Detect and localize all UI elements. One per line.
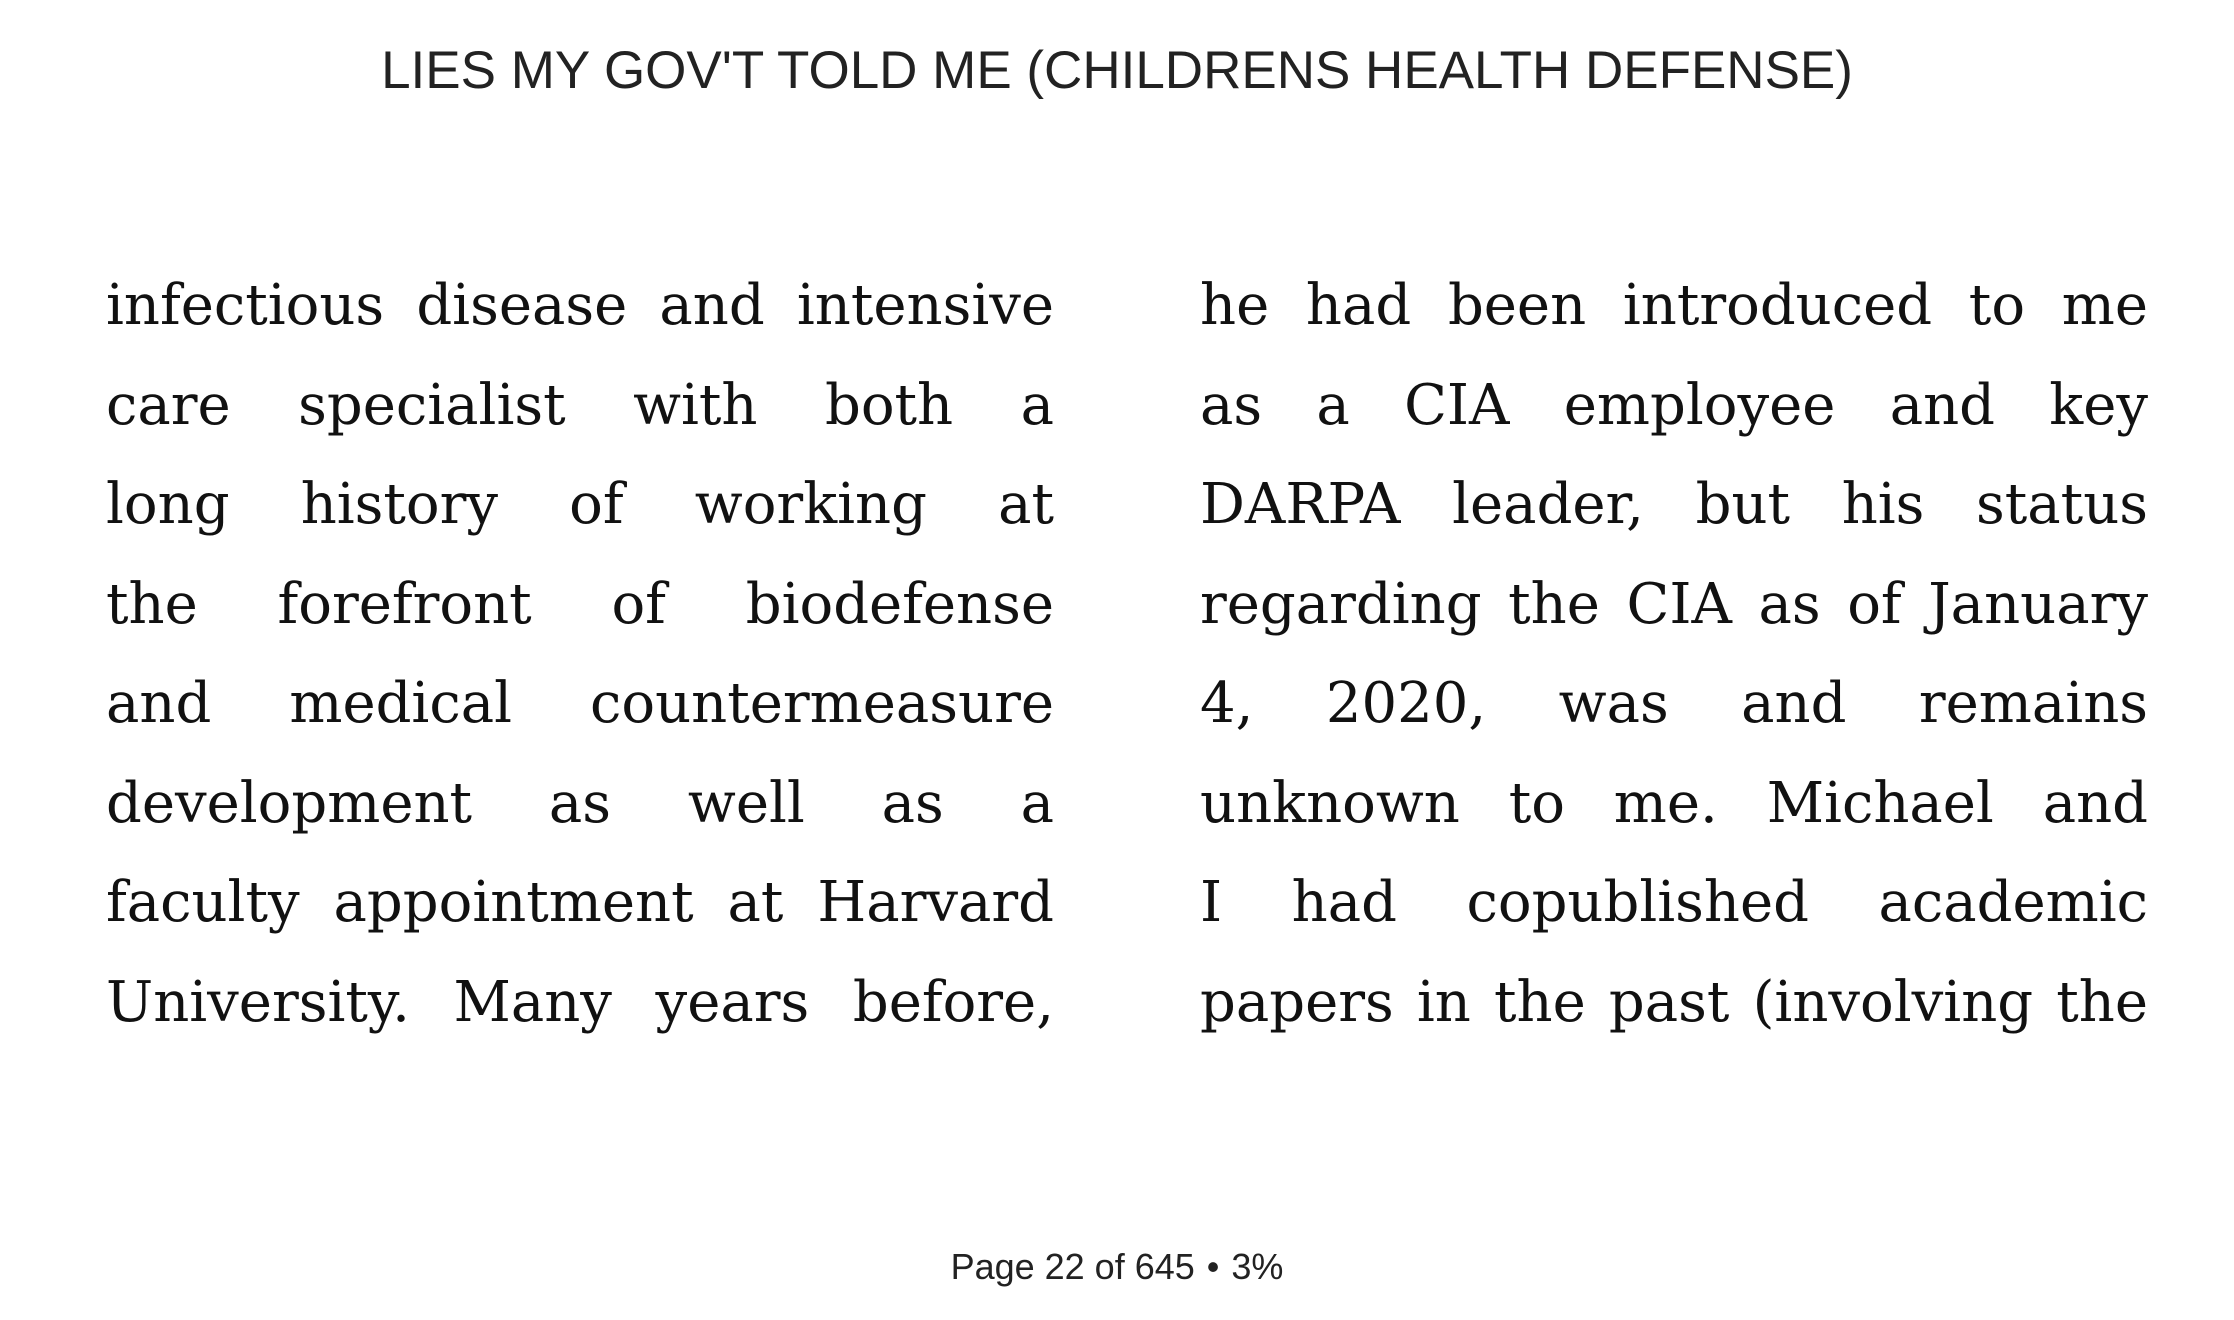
text-line: regarding the CIA as of January — [1200, 571, 2148, 637]
text-line: long history of working at — [106, 472, 1054, 537]
book-title-header: LIES MY GOV'T TOLD ME (CHILDRENS HEALTH DEFENSE) — [381, 41, 1853, 100]
text-line: as a CIA employee and key — [1200, 372, 2148, 438]
text-line: faculty appointment at Harvard — [106, 870, 1054, 935]
text-line: care specialist with both a — [106, 372, 1054, 438]
text-line: development as well as a — [106, 770, 1054, 836]
text-line: the forefront of biodefense — [106, 571, 1054, 637]
text-line: papers in the past (involving the — [1200, 969, 2148, 1035]
text-column-left — [106, 256, 1054, 1052]
bullet-separator: • — [1206, 1246, 1220, 1287]
progress-percent: 3% — [1231, 1246, 1284, 1287]
text-line: and medical countermeasure — [106, 671, 1054, 736]
text-column-right — [1200, 256, 2148, 1052]
text-line: infectious disease and intensive — [106, 273, 1054, 338]
text-line: I had copublished academic — [1200, 870, 2148, 935]
page-number-label: Page 22 of 645 — [950, 1246, 1195, 1287]
text-line: DARPA leader, but his status — [1200, 472, 2148, 537]
text-line: he had been introduced to me — [1200, 273, 2148, 338]
text-line: unknown to me. Michael and — [1200, 770, 2148, 836]
text-line: University. Many years before, — [106, 969, 1054, 1035]
page-progress-footer — [0, 1246, 2234, 1288]
text-line: 4, 2020, was and remains — [1200, 671, 2148, 736]
